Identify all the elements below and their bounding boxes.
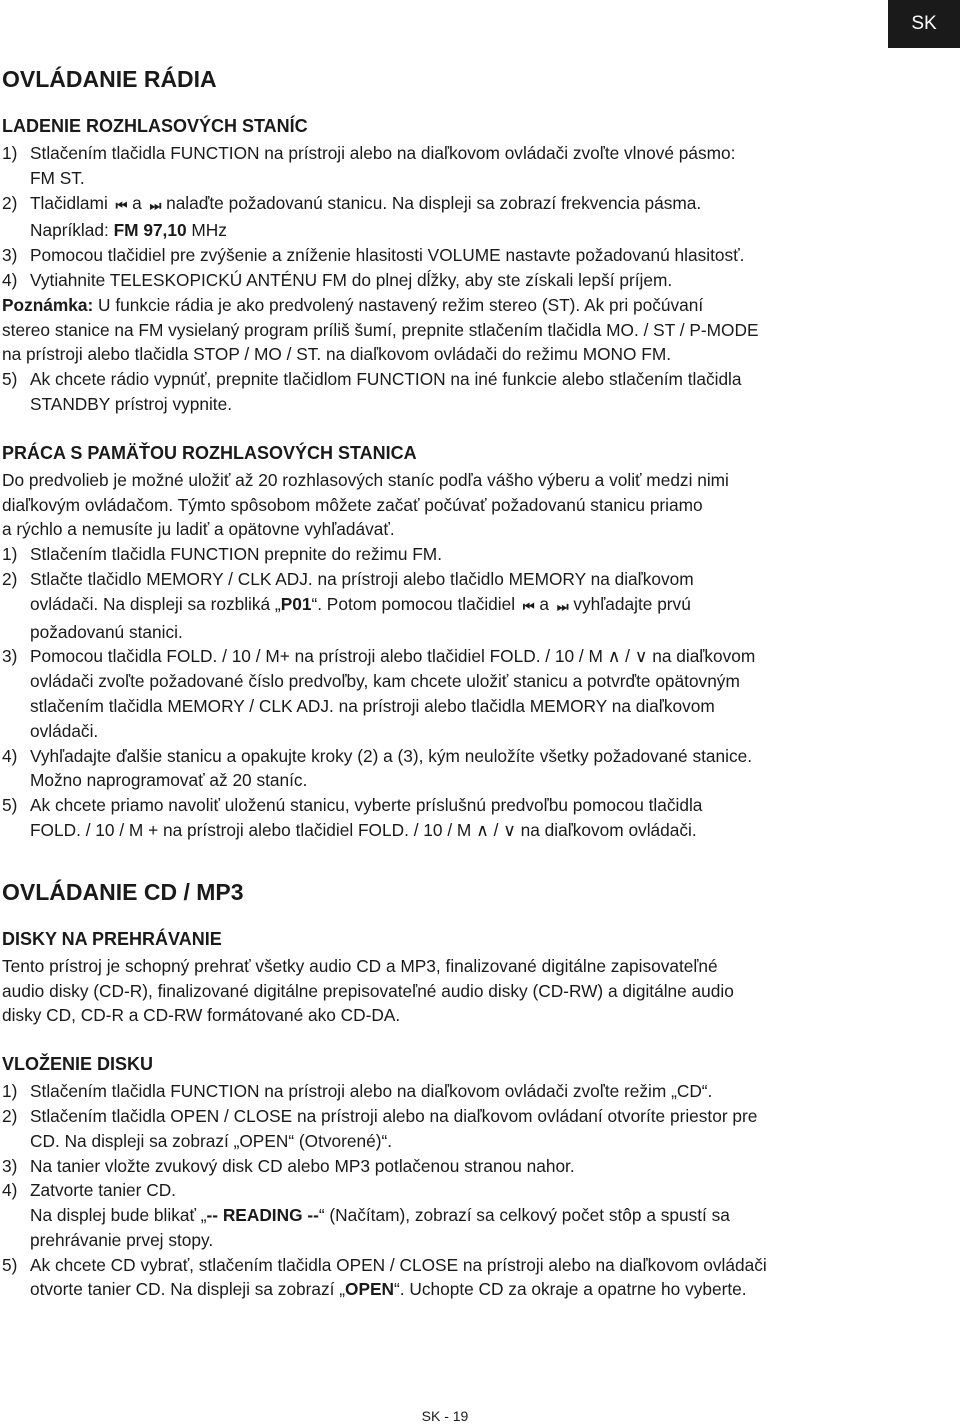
list-item: 1) Stlačením tlačidla FUNCTION na prístroji alebo na diaľkovom ovládači zvoľte režim „CD“. xyxy=(2,1081,713,1102)
heading-insert: VLOŽENIE DISKU xyxy=(2,1054,154,1075)
insert-list xyxy=(2,1079,952,1302)
list-item: 3) Pomocou tlačidiel pre zvýšenie a zníženie hlasitosti VOLUME nastavte požadovanú hlasitosť. xyxy=(2,245,745,266)
list-item: 2) Stlačte tlačidlo MEMORY / CLK ADJ. na prístroji alebo tlačidlo MEMORY na diaľkovom ovládači. Na displeji sa rozbliká „P01“. Potom pomocou tlačidiel ⏮ a ⏭ vyhľadajte prvú požadovanú stanici. xyxy=(2,568,694,642)
skip-back-icon: ⏮ xyxy=(522,598,532,614)
section-title-cd: OVLÁDANIE CD / MP3 xyxy=(2,878,244,905)
list-item: 2) Tlačidlami ⏮ a ⏭ nalaďte požadovanú stanicu. Na displeji sa zobrazí frekvencia pásma. Napríklad: FM 97,10 MHz xyxy=(2,192,702,241)
discs-text: Tento prístroj je schopný prehrať všetky audio CD a MP3, finalizované digitálne zapisovateľné audio disky (CD-R), finalizované digitálne prepisovateľné audio disky (CD-RW) a digitálne audio disky CD, CD-R a CD-RW formátované ako CD-DA. xyxy=(2,955,734,1026)
tuning-list xyxy=(2,141,952,417)
section-title-radio: OVLÁDANIE RÁDIA xyxy=(2,66,217,92)
list-item: 5) Ak chcete CD vybrať, stlačením tlačidla OPEN / CLOSE na prístroji alebo na diaľkovom ovládači otvorte tanier CD. Na displeji sa zobrazí „OPEN“. Uchopte CD za okraje a opatrne ho vyberte. xyxy=(2,1254,767,1300)
heading-discs: DISKY NA PREHRÁVANIE xyxy=(2,928,222,949)
skip-forward-icon: ⏭ xyxy=(149,197,159,213)
list-item: 2) Stlačením tlačidla OPEN / CLOSE na prístroji alebo na diaľkovom ovládaní otvoríte priestor pre CD. Na displeji sa zobrazí „OPEN“ (Otvorené)“. xyxy=(2,1105,758,1151)
skip-forward-icon: ⏭ xyxy=(556,598,566,614)
list-item: 5) Ak chcete priamo navoliť uloženú stanicu, vyberte príslušnú predvoľbu pomocou tlačidla FOLD. / 10 / M + na prístroji alebo tlačidiel FOLD. / 10 / M ∧ / ∨ na diaľkovom ovládači. xyxy=(2,795,703,840)
list-item: 4) Vyhľadajte ďalšie stanicu a opakujte kroky (2) a (3), kým neuložíte všetky požadované stanice. Možno naprogramovať až 20 staníc. xyxy=(2,745,752,791)
heading-memory: PRÁCA S PAMÄŤOU ROZHLASOVÝCH STANICA xyxy=(2,442,417,463)
list-item: 4) Zatvorte tanier CD. Na displej bude blikať „-- READING --“ (Načítam), zobrazí sa celkový počet stôp a spustí sa prehrávanie prvej stopy. xyxy=(2,1180,730,1250)
note-block: Poznámka: U funkcie rádia je ako predvolený nastavený režim stereo (ST). Ak pri počúvaní stereo stanice na FM vysielaný program príliš šumí, prepnite stlačením tlačidla MO. / ST / P-MODE na prístroji alebo tlačidla STOP / MO / ST. na diaľkovom ovládači do režimu MONO FM. xyxy=(2,294,759,365)
memory-list xyxy=(2,542,952,843)
list-item: 3) Na tanier vložte zvukový disk CD alebo MP3 potlačenou stranou nahor. xyxy=(2,1155,575,1176)
list-item: 4) Vytiahnite TELESKOPICKÚ ANTÉNU FM do plnej dĺžky, aby ste získali lepší príjem. xyxy=(2,269,673,290)
list-item: 1) Stlačením tlačidla FUNCTION na prístroji alebo na diaľkovom ovládači zvoľte vlnové pásmo: FM ST. xyxy=(2,143,736,188)
heading-tuning: LADENIE ROZHLASOVÝCH STANÍC xyxy=(2,116,308,136)
list-item: 5) Ak chcete rádio vypnúť, prepnite tlačidlom FUNCTION na iné funkcie alebo stlačením tlačidla STANDBY prístroj vypnite. xyxy=(2,369,742,414)
page-number: SK - 19 xyxy=(421,1408,469,1424)
language-tab: SK xyxy=(888,0,960,48)
memory-intro: Do predvolieb je možné uložiť až 20 rozhlasových staníc podľa vášho výberu a voliť medzi nimi diaľkovým ovládačom. Týmto spôsobom môžete začať počúvať požadovanú stanicu priamo a rýchlo a nemusíte ju ladiť a opätovne vyhľadávať. xyxy=(2,469,729,540)
skip-back-icon: ⏮ xyxy=(115,197,125,213)
list-item: 1) Stlačením tlačidla FUNCTION prepnite do režimu FM. xyxy=(2,544,442,565)
list-item: 3) Pomocou tlačidla FOLD. / 10 / M+ na prístroji alebo tlačidiel FOLD. / 10 / M ∧ / ∨ na diaľkovom ovládači zvoľte požadované číslo predvoľby, kam chcete uložiť stanicu a potvrďte opätovným stlačením tlačidla MEMORY / CLK ADJ. na prístroji alebo tlačidla MEMORY na diaľkovom ovládači. xyxy=(2,646,756,741)
page-content xyxy=(2,64,952,1302)
